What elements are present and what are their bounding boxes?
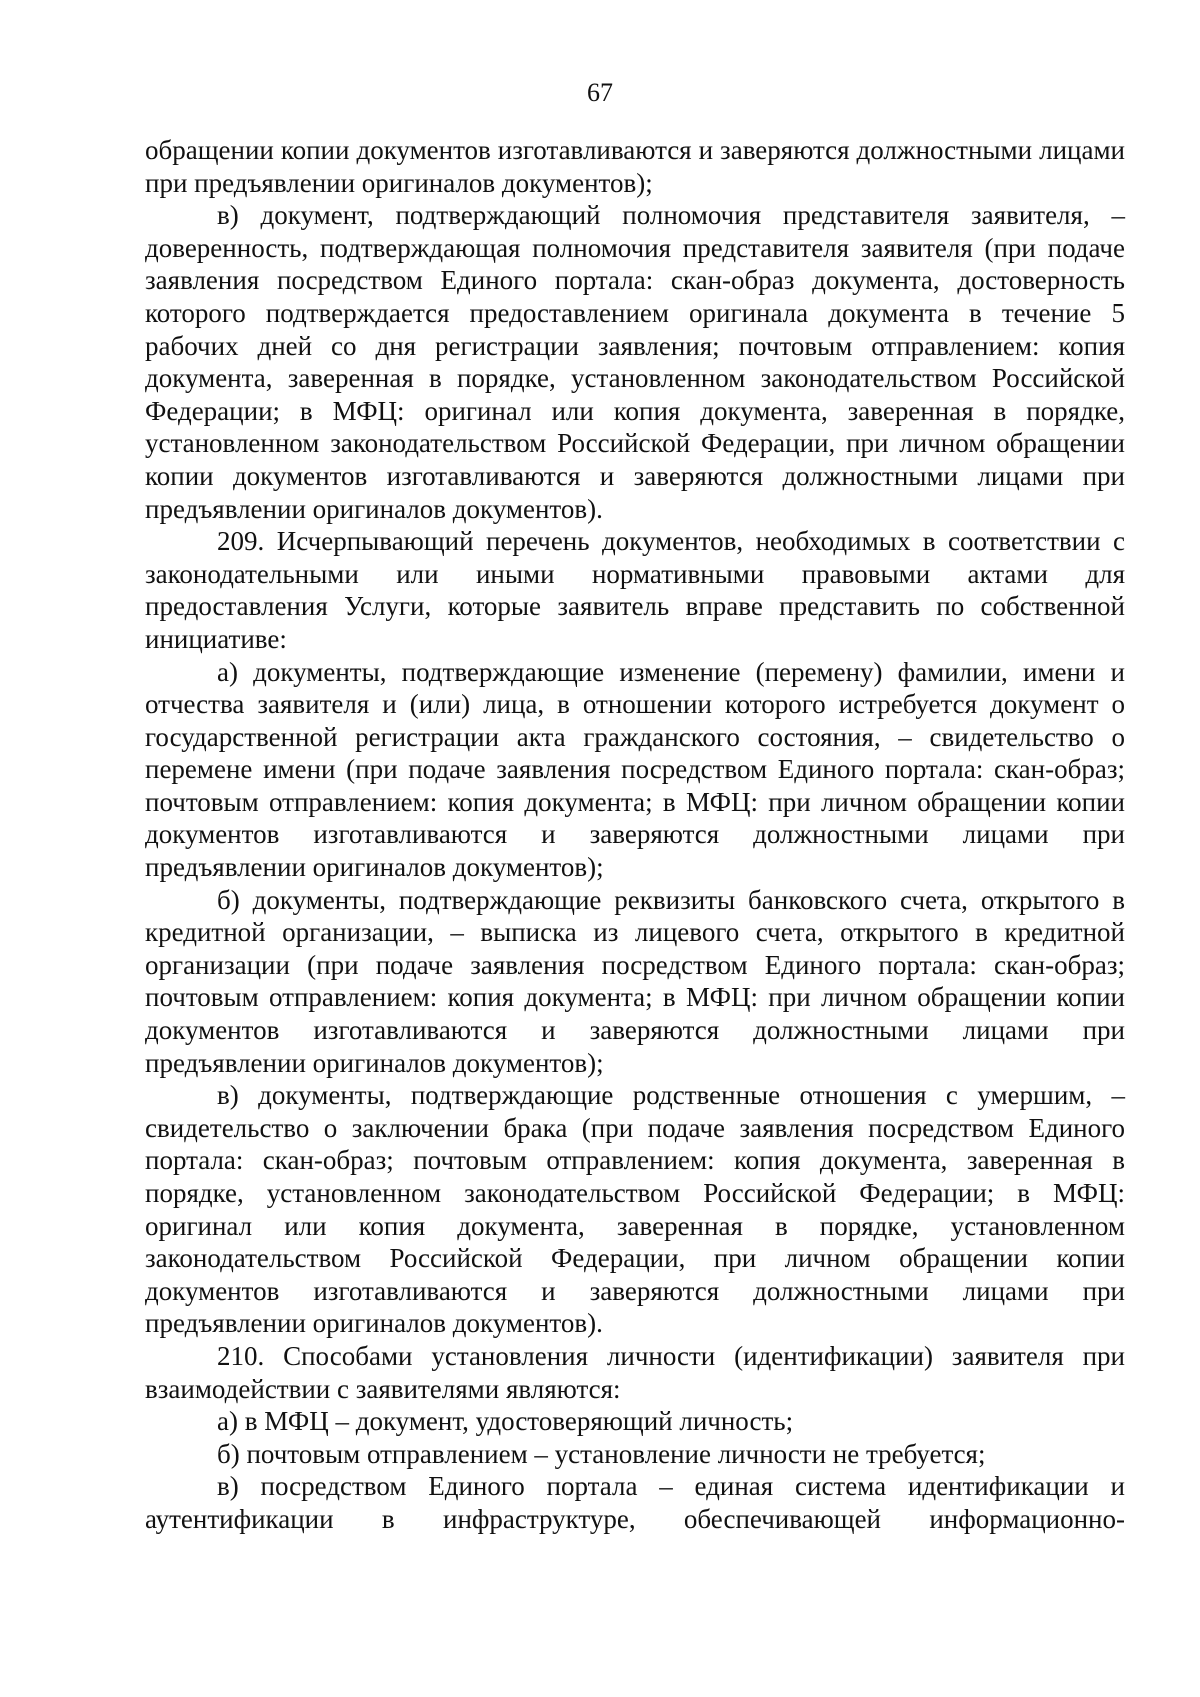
paragraph-continuation: обращении копии документов изготавливаются и заверяются должностными лицами при предъявлении оригиналов документов); [145,135,1125,198]
page-number: 67 [587,78,613,107]
paragraph-subitem-a-name-change: а) документы, подтверждающие изменение (перемену) фамилии, имени и отчества заявителя и (или) лица, в отношении которого истребуется документ о государственной регистрации акта гражданского состояния, – свидетельство о перемене имени (при подаче заявления посредством Единого портала: скан-образ; почтовым отправлением: копия документа; в МФЦ: при личном обращении копии документов изготавливаются и заверяются должностными лицами при предъявлении оригиналов документов); [145,656,1125,883]
paragraph-item-210: 210. Способами установления личности (идентификации) заявителя при взаимодействии с заявителями являются: [145,1340,1125,1404]
document-body [145,134,1125,1536]
paragraph-subitem-a-mfc: а) в МФЦ – документ, удостоверяющий личность; [217,1406,794,1437]
paragraph-subitem-v-kinship: в) документы, подтверждающие родственные отношения с умершим, – свидетельство о заключении брака (при подаче заявления посредством Единого портала: скан-образ; почтовым отправлением: копия документа, заверенная в порядке, установленном законодательством Российской Федерации; в МФЦ: оригинал или копия документа, заверенная в порядке, установленном законодательством Российской Федерации, при личном обращении копии документов изготавливаются и заверяются должностными лицами при предъявлении оригиналов документов). [145,1080,1125,1339]
paragraph-subitem-b-bank-account: б) документы, подтверждающие реквизиты банковского счета, открытого в кредитной организации, – выписка из лицевого счета, открытого в кредитной организации (при подаче заявления посредством Единого портала: скан-образ; почтовым отправлением: копия документа; в МФЦ: при личном обращении копии документов изготавливаются и заверяются должностными лицами при предъявлении оригиналов документов); [145,884,1125,1078]
paragraph-item-209: 209. Исчерпывающий перечень документов, необходимых в соответствии с законодательными или иными нормативными правовыми актами для предоставления Услуги, которые заявитель вправе представить по собственной инициативе: [145,526,1125,654]
paragraph-subitem-v-representative: в) документ, подтверждающий полномочия представителя заявителя, – доверенность, подтверждающая полномочия представителя заявителя (при подаче заявления посредством Единого портала: скан-образ документа, достоверность которого подтверждается предоставлением оригинала документа в течение 5 рабочих дней со дня регистрации заявления; почтовым отправлением: копия документа, заверенная в порядке, установленном законодательством Российской Федерации; в МФЦ: оригинал или копия документа, заверенная в порядке, установленном законодательством Российской Федерации, при личном обращении копии документов изготавливаются и заверяются должностными лицами при предъявлении оригиналов документов). [145,200,1125,524]
paragraph-subitem-b-postal: б) почтовым отправлением – установление личности не требуется; [217,1438,986,1469]
paragraph-subitem-v-portal: в) посредством Единого портала – единая система идентификации и аутентификации в инфраструктуре, обеспечивающей информационно- [145,1471,1125,1534]
